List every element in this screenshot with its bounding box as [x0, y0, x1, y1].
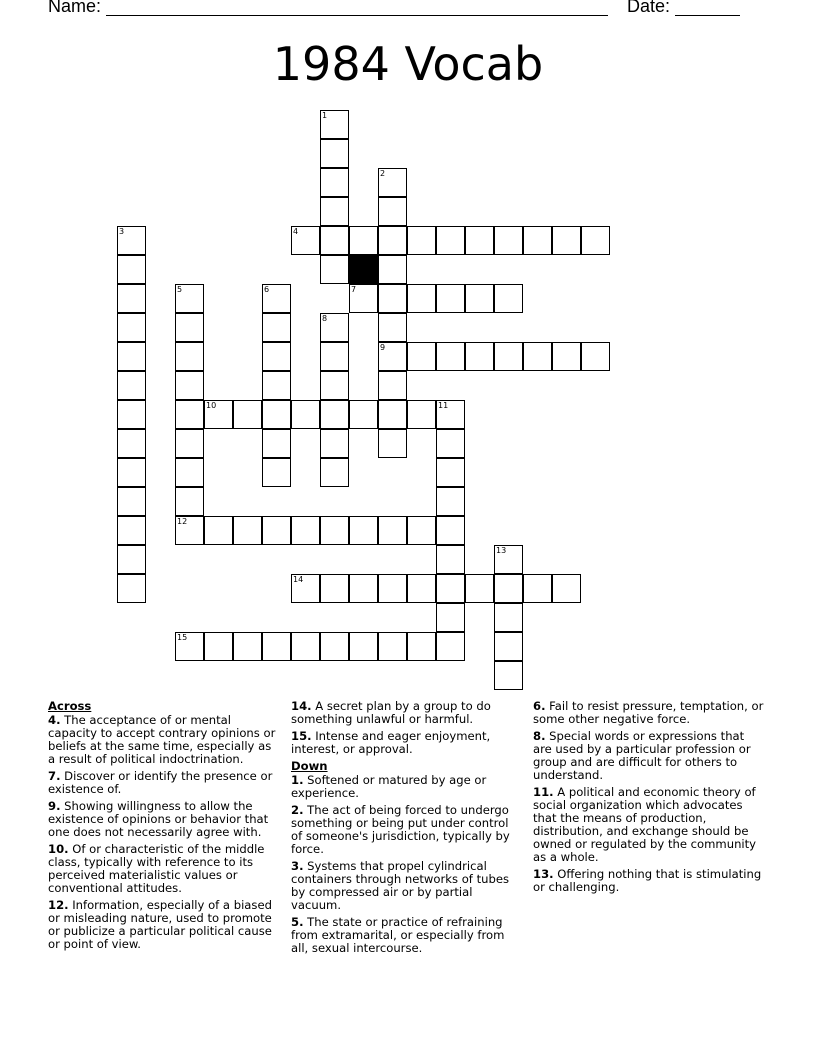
clue-number: 13. [533, 867, 554, 881]
grid-cell[interactable] [378, 632, 407, 661]
grid-cell[interactable] [233, 516, 262, 545]
clue-across-9 [48, 800, 280, 839]
cell-number: 8 [322, 314, 328, 323]
grid-cell[interactable] [581, 226, 610, 255]
clue-number: 9. [48, 799, 61, 813]
grid-cell[interactable] [320, 139, 349, 168]
cell-number: 14 [293, 575, 304, 584]
clue-down-6 [533, 700, 765, 726]
clue-number: 15. [291, 729, 312, 743]
grid-cell[interactable] [436, 400, 465, 429]
clue-text: Systems that propel cylindrical containers through networks of tubes by compressed air or by partial vacuum. [291, 859, 509, 912]
clue-number: 3. [291, 859, 304, 873]
grid-cell[interactable] [494, 632, 523, 661]
cell-number: 3 [119, 227, 125, 236]
grid-cell[interactable] [320, 371, 349, 400]
clue-text: Offering nothing that is stimulating or challenging. [533, 867, 762, 894]
clue-text: Softened or matured by age or experience. [291, 773, 487, 800]
grid-cell[interactable] [378, 371, 407, 400]
clue-down-8 [533, 730, 765, 782]
grid-cell[interactable] [378, 313, 407, 342]
grid-cell[interactable] [117, 516, 146, 545]
clue-down-3 [291, 860, 523, 912]
grid-cell[interactable] [436, 487, 465, 516]
clue-number: 4. [48, 713, 61, 727]
grid-cell[interactable] [320, 458, 349, 487]
grid-cell[interactable] [117, 284, 146, 313]
grid-cell[interactable] [494, 574, 523, 603]
clue-across-14 [291, 700, 523, 726]
grid-cell[interactable] [407, 574, 436, 603]
grid-cell[interactable] [436, 226, 465, 255]
grid-cell[interactable] [494, 226, 523, 255]
grid-cell[interactable] [262, 284, 291, 313]
clues-column-2 [291, 700, 523, 959]
grid-cell[interactable] [175, 284, 204, 313]
grid-cell[interactable] [320, 168, 349, 197]
clue-number: 10. [48, 842, 69, 856]
clues-column-3 [533, 700, 765, 898]
black-cell [349, 255, 378, 284]
grid-cell[interactable] [523, 574, 552, 603]
clue-text: The acceptance of or mental capacity to accept contrary opinions or beliefs at the same time, especially as a result of political indoctrination. [48, 713, 276, 766]
grid-cell[interactable] [436, 458, 465, 487]
grid-cell[interactable] [349, 574, 378, 603]
grid-cell[interactable] [552, 342, 581, 371]
clue-number: 6. [533, 699, 546, 713]
grid-cell[interactable] [320, 255, 349, 284]
cell-number: 5 [177, 285, 183, 294]
grid-cell[interactable] [117, 313, 146, 342]
grid-cell[interactable] [320, 197, 349, 226]
grid-cell[interactable] [204, 632, 233, 661]
clue-number: 2. [291, 803, 304, 817]
clue-text: Special words or expressions that are used by a particular profession or group and are difficult for others to understand. [533, 729, 751, 782]
grid-cell[interactable] [175, 400, 204, 429]
grid-cell[interactable] [175, 371, 204, 400]
grid-cell[interactable] [320, 226, 349, 255]
grid-cell[interactable] [320, 313, 349, 342]
grid-cell[interactable] [407, 400, 436, 429]
grid-cell[interactable] [581, 342, 610, 371]
grid-cell[interactable] [117, 226, 146, 255]
clues-column-1 [48, 700, 280, 955]
grid-cell[interactable] [117, 574, 146, 603]
grid-cell[interactable] [320, 632, 349, 661]
grid-cell[interactable] [407, 226, 436, 255]
grid-cell[interactable] [349, 226, 378, 255]
grid-cell[interactable] [552, 226, 581, 255]
grid-cell[interactable] [175, 458, 204, 487]
grid-cell[interactable] [233, 400, 262, 429]
clue-number: 1. [291, 773, 304, 787]
cell-number: 12 [177, 517, 188, 526]
grid-cell[interactable] [233, 632, 262, 661]
cell-number: 15 [177, 633, 188, 642]
grid-cell[interactable] [291, 574, 320, 603]
date-label: Date: [627, 0, 671, 16]
down-heading: Down [291, 759, 328, 773]
clue-text: A political and economic theory of social organization which advocates that the means of production, distribution, and exchange should be owned or regulated by the community as a whole. [533, 785, 757, 864]
grid-cell[interactable] [465, 342, 494, 371]
grid-cell[interactable] [262, 313, 291, 342]
clue-number: 8. [533, 729, 546, 743]
grid-cell[interactable] [436, 545, 465, 574]
cell-number: 9 [380, 343, 386, 352]
grid-cell[interactable] [349, 400, 378, 429]
clue-text: Information, especially of a biased or misleading nature, used to promote or publicize a particular political cause or point of view. [48, 898, 272, 951]
grid-cell[interactable] [204, 516, 233, 545]
clue-across-10 [48, 843, 280, 895]
clue-text: Fail to resist pressure, temptation, or some other negative force. [533, 699, 764, 726]
grid-cell[interactable] [407, 342, 436, 371]
grid-cell[interactable] [552, 574, 581, 603]
grid-cell[interactable] [378, 168, 407, 197]
grid-cell[interactable] [378, 400, 407, 429]
clue-number: 12. [48, 898, 69, 912]
grid-cell[interactable] [378, 197, 407, 226]
cell-number: 2 [380, 169, 386, 178]
across-heading: Across [48, 699, 92, 713]
clue-text: A secret plan by a group to do something unlawful or harmful. [291, 699, 491, 726]
grid-cell[interactable] [407, 632, 436, 661]
grid-cell[interactable] [436, 284, 465, 313]
grid-cell[interactable] [262, 632, 291, 661]
grid-cell[interactable] [175, 342, 204, 371]
clue-number: 11. [533, 785, 554, 799]
grid-cell[interactable] [175, 313, 204, 342]
grid-cell[interactable] [117, 255, 146, 284]
grid-cell[interactable] [291, 632, 320, 661]
cell-number: 10 [206, 401, 217, 410]
grid-cell[interactable] [378, 255, 407, 284]
grid-cell[interactable] [320, 110, 349, 139]
grid-cell[interactable] [494, 342, 523, 371]
grid-cell[interactable] [523, 342, 552, 371]
grid-cell[interactable] [262, 516, 291, 545]
clue-number: 7. [48, 769, 61, 783]
clue-number: 5. [291, 915, 304, 929]
grid-cell[interactable] [378, 574, 407, 603]
grid-cell[interactable] [494, 284, 523, 313]
grid-cell[interactable] [407, 284, 436, 313]
grid-cell[interactable] [175, 429, 204, 458]
clue-down-1 [291, 774, 523, 800]
grid-cell[interactable] [204, 400, 233, 429]
clue-text: The act of being forced to undergo something or being put under control of someone's jurisdiction, typically by force. [291, 803, 510, 856]
cell-number: 4 [293, 227, 299, 236]
grid-cell[interactable] [407, 516, 436, 545]
cell-number: 7 [351, 285, 357, 294]
grid-cell[interactable] [378, 284, 407, 313]
grid-cell[interactable] [436, 603, 465, 632]
grid-cell[interactable] [320, 429, 349, 458]
clue-down-5 [291, 916, 523, 955]
grid-cell[interactable] [349, 632, 378, 661]
grid-cell[interactable] [320, 516, 349, 545]
cell-number: 6 [264, 285, 270, 294]
grid-cell[interactable] [349, 284, 378, 313]
clue-across-12 [48, 899, 280, 951]
grid-cell[interactable] [291, 226, 320, 255]
grid-cell[interactable] [320, 400, 349, 429]
grid-cell[interactable] [117, 371, 146, 400]
grid-cell[interactable] [262, 400, 291, 429]
grid-cell[interactable] [291, 516, 320, 545]
clue-text: The state or practice of refraining from extramarital, or especially from all, sexual intercourse. [291, 915, 505, 955]
cell-number: 1 [322, 111, 328, 120]
grid-cell[interactable] [117, 545, 146, 574]
clue-across-7 [48, 770, 280, 796]
grid-cell[interactable] [378, 429, 407, 458]
clue-text: Discover or identify the presence or existence of. [48, 769, 273, 796]
grid-cell[interactable] [262, 458, 291, 487]
grid-cell[interactable] [291, 400, 320, 429]
grid-cell[interactable] [436, 632, 465, 661]
name-label: Name: [48, 0, 102, 16]
grid-cell[interactable] [117, 487, 146, 516]
grid-cell[interactable] [175, 516, 204, 545]
clue-down-13 [533, 868, 765, 894]
grid-cell[interactable] [436, 342, 465, 371]
grid-cell[interactable] [262, 429, 291, 458]
grid-cell[interactable] [494, 545, 523, 574]
grid-cell[interactable] [117, 342, 146, 371]
grid-cell[interactable] [465, 574, 494, 603]
grid-cell[interactable] [436, 574, 465, 603]
cell-number: 13 [496, 546, 507, 555]
grid-cell[interactable] [175, 632, 204, 661]
grid-cell[interactable] [494, 661, 523, 690]
grid-cell[interactable] [117, 429, 146, 458]
grid-cell[interactable] [349, 516, 378, 545]
clue-text: Showing willingness to allow the existence of opinions or behavior that one does not necessarily agree with. [48, 799, 269, 839]
clue-across-15 [291, 730, 523, 756]
clue-down-11 [533, 786, 765, 864]
clue-text: Of or characteristic of the middle class, typically with reference to its perceived materialistic values or conventional attitudes. [48, 842, 265, 895]
page-title: 1984 Vocab [272, 37, 544, 91]
clue-text: Intense and eager enjoyment, interest, or approval. [291, 729, 491, 756]
grid-cell[interactable] [320, 342, 349, 371]
grid-cell[interactable] [523, 226, 552, 255]
grid-cell[interactable] [175, 487, 204, 516]
cell-number: 11 [438, 401, 449, 410]
grid-cell[interactable] [320, 574, 349, 603]
clue-across-4 [48, 714, 280, 766]
grid-cell[interactable] [436, 429, 465, 458]
grid-cell[interactable] [262, 371, 291, 400]
grid-cell[interactable] [378, 342, 407, 371]
clue-down-2 [291, 804, 523, 856]
grid-cell[interactable] [494, 603, 523, 632]
grid-cell[interactable] [378, 226, 407, 255]
clue-number: 14. [291, 699, 312, 713]
grid-cell[interactable] [465, 226, 494, 255]
grid-cell[interactable] [117, 400, 146, 429]
grid-cell[interactable] [465, 284, 494, 313]
grid-cell[interactable] [436, 516, 465, 545]
grid-cell[interactable] [262, 342, 291, 371]
grid-cell[interactable] [117, 458, 146, 487]
grid-cell[interactable] [378, 516, 407, 545]
